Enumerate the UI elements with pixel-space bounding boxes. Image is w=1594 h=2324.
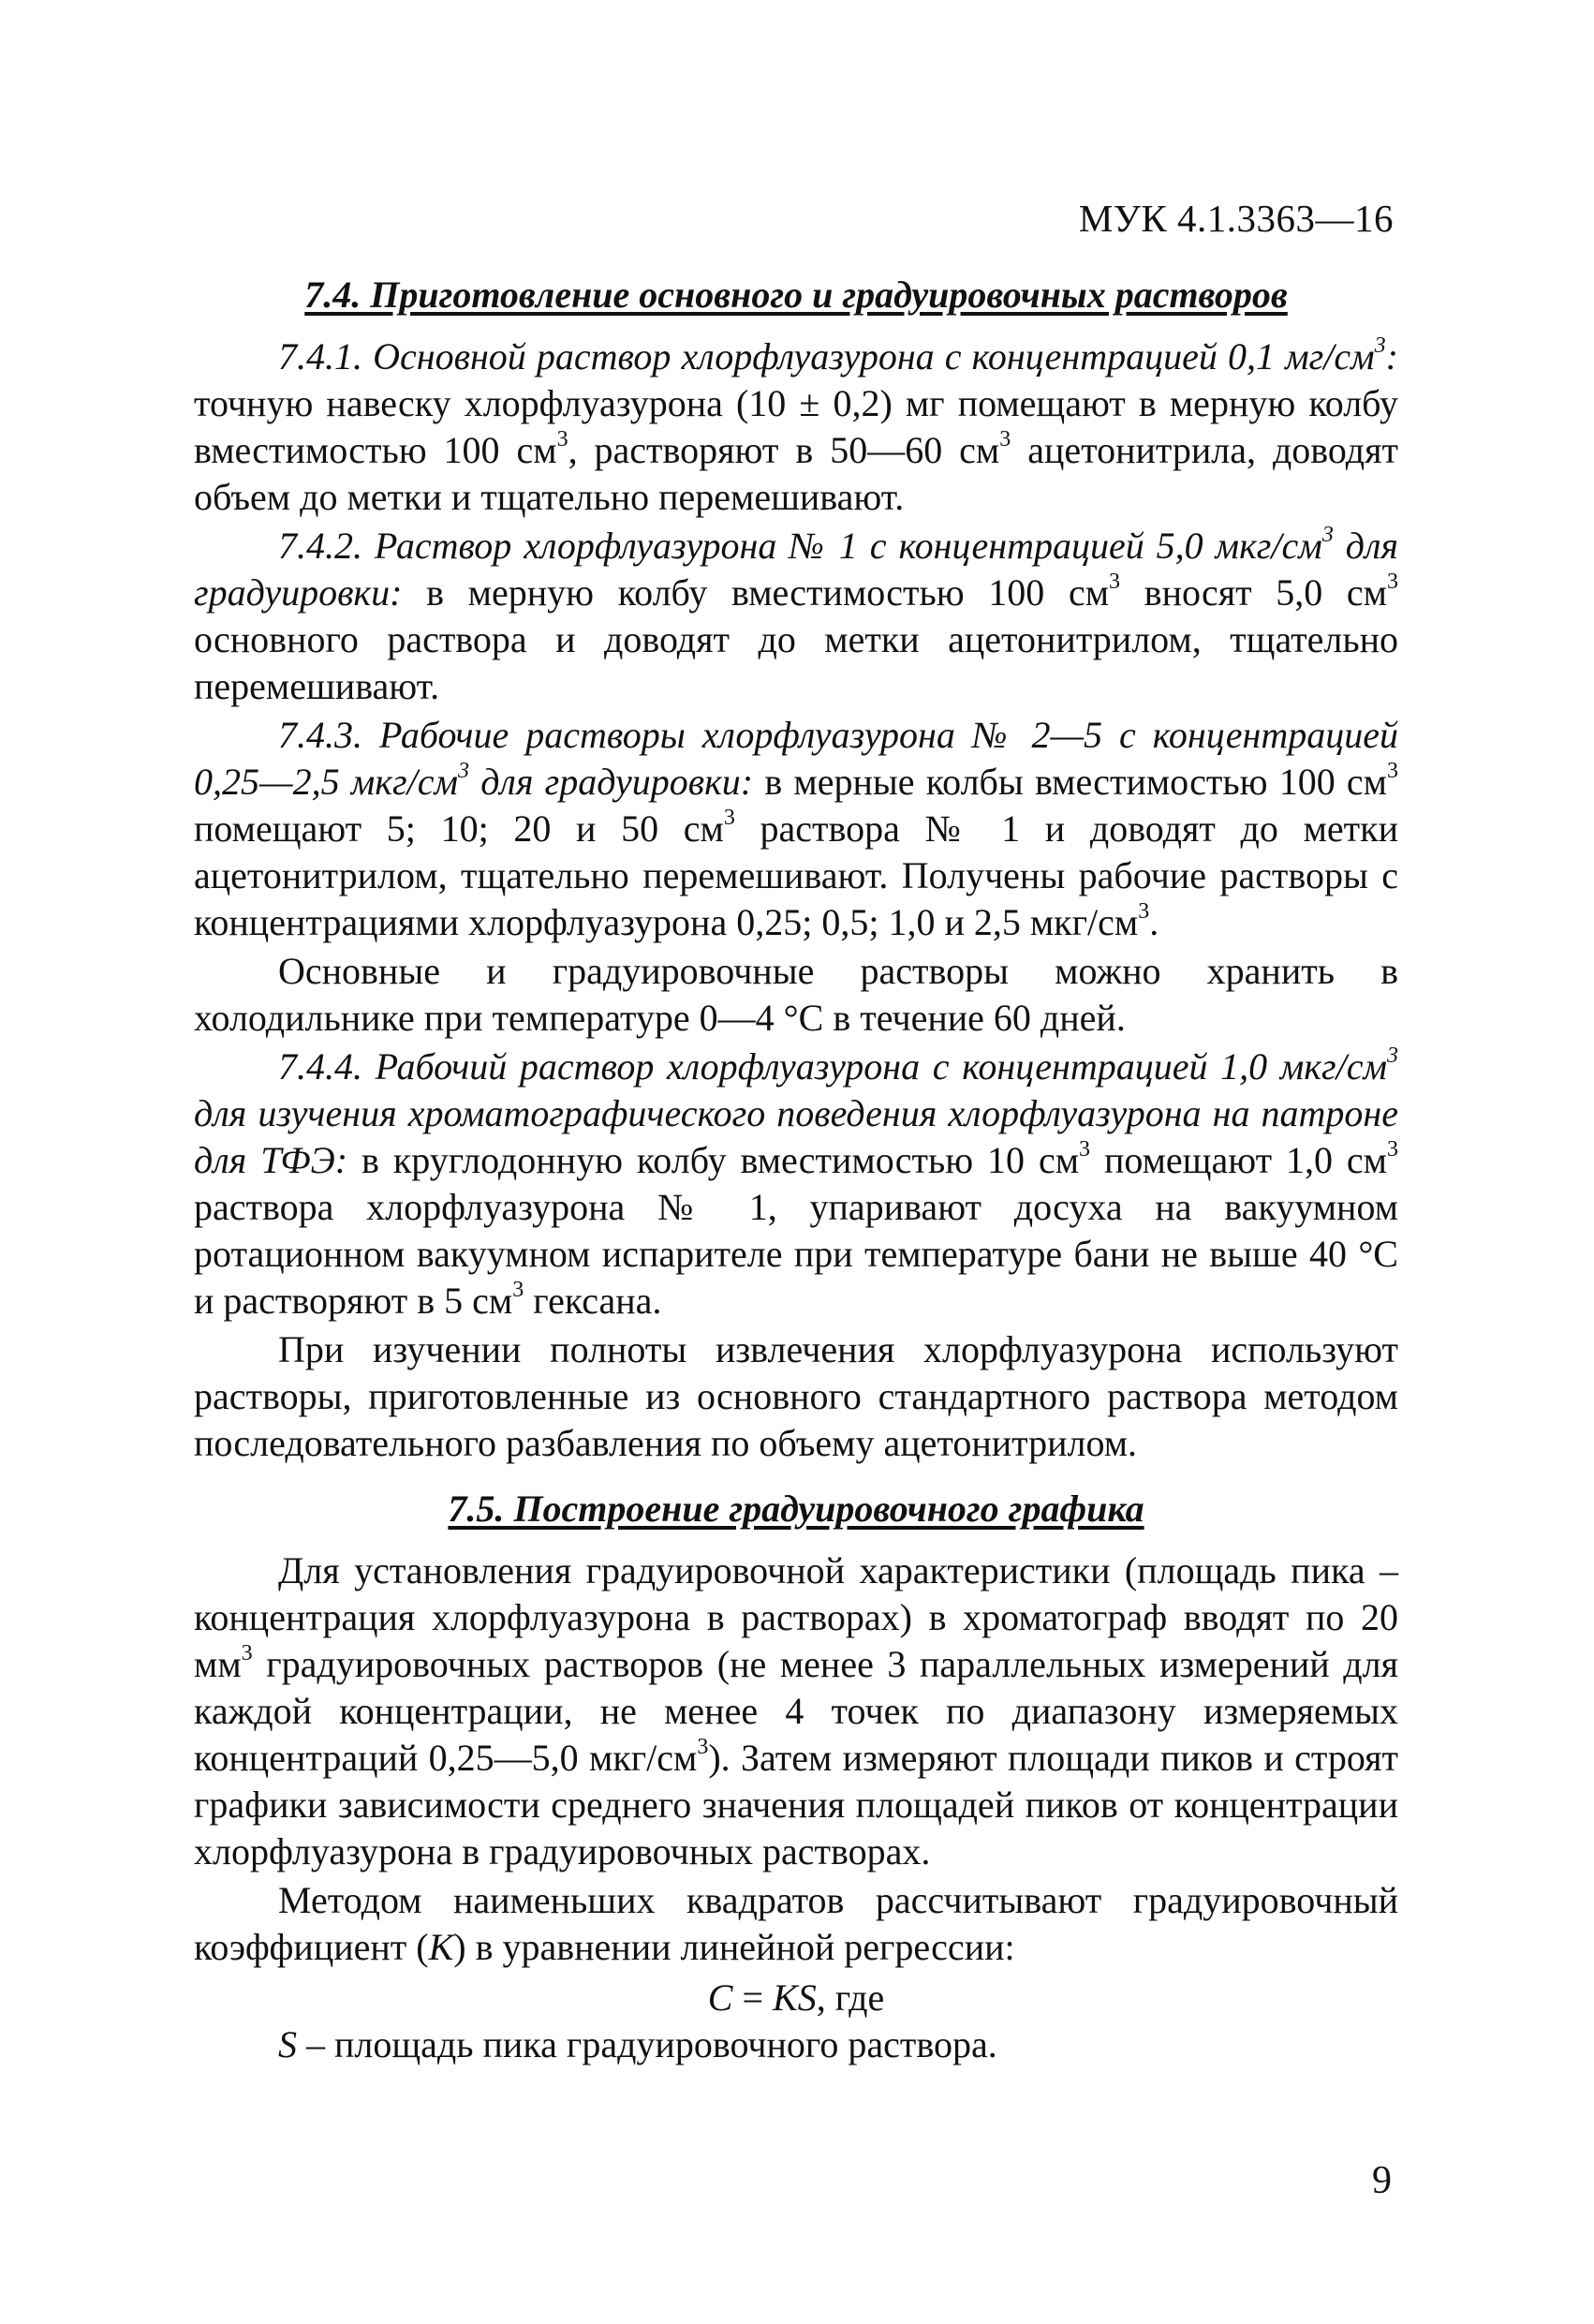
paragraph-text: вносят 5,0 см <box>1120 571 1387 614</box>
paragraph-text: раствора хлорфлуазурона № 1, упаривают досуха на вакуумном ротационном вакуумном испарителе при температуре бани не выше 40 °С и растворяют в 5 см <box>194 1186 1398 1322</box>
definition-s <box>194 2021 1398 2068</box>
paragraph-text: Для установления градуировочной характеристики (площадь пика – концентрация хлорфлуазурона в растворах) в хроматограф вводят по 20 мм <box>194 1549 1398 1685</box>
paragraph-text: в мерные колбы вместимостью 100 см <box>753 761 1387 803</box>
paragraph-text: основного раствора и доводят до метки ацетонитрилом, тщательно перемешивают. <box>194 618 1398 707</box>
variable-s: S <box>278 2023 297 2065</box>
paragraph-text: Методом наименьших квадратов рассчитывают градуировочный коэффициент ( <box>194 1879 1398 1968</box>
paragraph-text: ацетонитрила, доводят объем до метки и тщательно перемешивают. <box>194 429 1398 518</box>
superscript: 3 <box>1387 570 1398 594</box>
page-number: 9 <box>1372 2159 1392 2202</box>
paragraph-7-4-3-title: 7.4.3. Рабочие растворы хлорфлуазурона № 2—5 с концентрацией 0,25—2,5 мкг/см <box>194 714 1398 803</box>
superscript: 3 <box>1387 1137 1398 1162</box>
paragraph-7-4-1-title: 7.4.1. Основной раствор хлорфлуазурона с концентрацией 0,1 мг/см <box>278 335 1375 377</box>
formula-c: C <box>707 1976 733 2019</box>
definition-text: – площадь пика градуировочного раствора. <box>297 2023 997 2065</box>
paragraph-text: помещают 1,0 см <box>1090 1139 1387 1181</box>
paragraph-7-4-1 <box>194 333 1398 521</box>
paragraph-text: гексана. <box>524 1280 662 1322</box>
paragraph-7-4-4-title: 7.4.4. Рабочий раствор хлорфлуазурона с концентрацией 1,0 мкг/см <box>278 1045 1387 1088</box>
paragraph-7-4-3 <box>194 712 1398 946</box>
superscript: 3 <box>1386 759 1398 783</box>
superscript: 3 <box>1079 1137 1091 1162</box>
superscript: 3 <box>241 1641 253 1665</box>
superscript: 3 <box>697 1735 709 1759</box>
superscript: 3 <box>1321 523 1334 547</box>
paragraph-7-4-4 <box>194 1044 1398 1325</box>
superscript: 3 <box>556 427 568 451</box>
paragraph-text: помещают 5; 10; 20 и 50 см <box>194 807 724 850</box>
superscript: 3 <box>1387 1044 1398 1068</box>
regression-formula <box>194 1975 1398 2021</box>
paragraph-storage: Основные и градуировочные растворы можно хранить в холодильнике при температуре 0—4 °С в течение 60 дней. <box>194 950 1398 1039</box>
paragraph-text: , растворяют в 50—60 см <box>568 429 1000 471</box>
superscript: 3 <box>458 759 469 783</box>
superscript: 3 <box>723 806 735 830</box>
paragraph-text: ). Затем измеряют площади пиков и строят графики зависимости среднего значения площадей пиков от концентрации хлорфлуазурона в градуировочных растворах. <box>194 1737 1398 1873</box>
paragraph-extraction: При изучении полноты извлечения хлорфлуазурона используют растворы, приготовленные из основного стандартного раствора методом последовательного разбавления по объему ацетонитрилом. <box>194 1328 1398 1464</box>
paragraph-text: точную навеску хлорфлуазурона (10 ± 0,2) мг помещают в мерную колбу вместимостью 100 см <box>194 382 1398 471</box>
formula-equals: = <box>732 1976 774 2019</box>
paragraph-7-4-2-title-tail: для градуировки: <box>194 525 1399 614</box>
coefficient-k: K <box>428 1926 454 1968</box>
paragraph-text: градуировочных растворов (не менее 3 параллельных измерений для каждой концентрации, не менее 4 точек по диапазону измеряемых концентраций 0,25—5,0 мкг/см <box>194 1643 1398 1779</box>
section-7-4-heading: 7.4. Приготовление основного и градуировочных растворов <box>304 274 1288 316</box>
formula-tail: , где <box>816 1976 885 2019</box>
paragraph-text: раствора № 1 и доводят до метки ацетонитрилом, тщательно перемешивают. Получены рабочие растворы с концентрациями хлорфлуазурона 0,25; 0,5; 1,0 и 2,5 мкг/см <box>194 807 1398 943</box>
superscript: 3 <box>512 1278 524 1302</box>
paragraph-text: . <box>1149 901 1159 943</box>
superscript: 3 <box>1109 570 1121 594</box>
section-7-5-heading: 7.5. Построение градуировочного графика <box>448 1488 1144 1530</box>
paragraph-calibration <box>194 1547 1398 1875</box>
paragraph-least-squares <box>194 1877 1398 1971</box>
paragraph-7-4-2-title: 7.4.2. Раствор хлорфлуазурона № 1 с концентрацией 5,0 мкг/см <box>278 525 1322 567</box>
document-body <box>194 272 1398 2068</box>
paragraph-7-4-3-title-tail: для градуировки: <box>469 761 754 803</box>
superscript: 3 <box>999 427 1011 451</box>
paragraph-text: в мерную колбу вместимостью 100 см <box>402 571 1110 614</box>
paragraph-text: ) в уравнении линейной регрессии: <box>453 1926 1015 1968</box>
paragraph-7-4-1-colon: : <box>1385 335 1398 377</box>
superscript: 3 <box>1138 899 1150 924</box>
superscript: 3 <box>1374 333 1386 358</box>
document-code-header: МУК 4.1.3363—16 <box>1078 197 1394 240</box>
paragraph-7-4-4-title-tail: для изучения хроматографического поведения хлорфлуазурона на патроне для ТФЭ: <box>194 1092 1398 1181</box>
formula-ks: KS <box>773 1976 817 2019</box>
paragraph-7-4-2 <box>194 523 1398 710</box>
paragraph-text: в круглодонную колбу вместимостью 10 см <box>347 1139 1080 1181</box>
